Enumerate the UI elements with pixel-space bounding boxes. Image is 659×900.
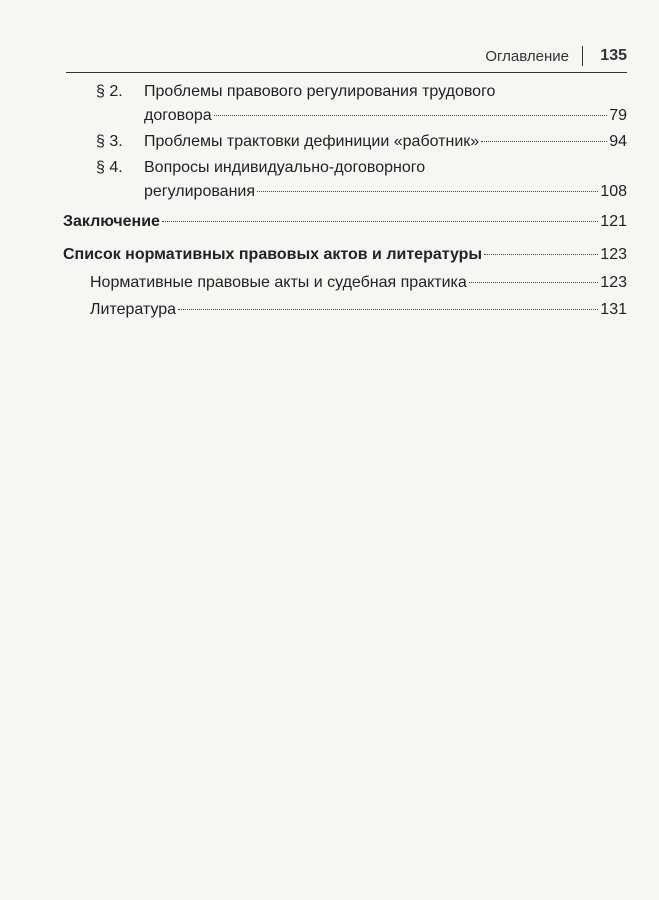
toc-entry-section-3 — [96, 130, 627, 154]
header-title: Оглавление — [485, 48, 569, 65]
entry-title: Заключение — [63, 213, 160, 230]
toc-entry-references — [63, 243, 627, 267]
entry-title-line1: Проблемы правового регулирования трудового — [144, 83, 496, 100]
toc-entry-section-4 — [96, 156, 627, 204]
toc-entry-conclusion — [63, 210, 627, 234]
leader-dots — [469, 282, 599, 283]
page-number: 123 — [600, 246, 627, 263]
header-page-number: 135 — [600, 47, 627, 64]
page-number: 131 — [600, 301, 627, 318]
toc-entry-normative-acts — [90, 271, 627, 295]
leader-dots — [481, 141, 607, 142]
leader-dots — [257, 191, 598, 192]
entry-title: Список нормативных правовых актов и литературы — [63, 246, 483, 263]
entry-title-line2: регулирования — [144, 183, 256, 200]
page-number: 79 — [609, 107, 627, 124]
leader-dots — [214, 115, 608, 116]
page-number: 108 — [600, 183, 627, 200]
toc-entry-literature — [90, 298, 627, 322]
page-number: 94 — [609, 133, 627, 150]
entry-title: Проблемы трактовки дефиниции «работник» — [144, 133, 480, 150]
entry-title-line1: Вопросы индивидуально-договорного — [144, 159, 426, 176]
section-number: § 2. — [96, 83, 123, 100]
section-number: § 4. — [96, 159, 123, 176]
page-number: 121 — [600, 213, 627, 230]
entry-title-line2: договора — [144, 107, 212, 124]
page-number: 123 — [600, 274, 627, 291]
entry-title: Нормативные правовые акты и судебная практика — [90, 274, 467, 291]
header-separator — [582, 46, 584, 66]
toc-entry-section-2 — [96, 80, 627, 128]
leader-dots — [484, 254, 598, 255]
entry-title: Литература — [90, 301, 177, 318]
section-number: § 3. — [96, 133, 123, 150]
running-header — [66, 46, 627, 73]
leader-dots — [162, 221, 598, 222]
leader-dots — [178, 309, 598, 310]
